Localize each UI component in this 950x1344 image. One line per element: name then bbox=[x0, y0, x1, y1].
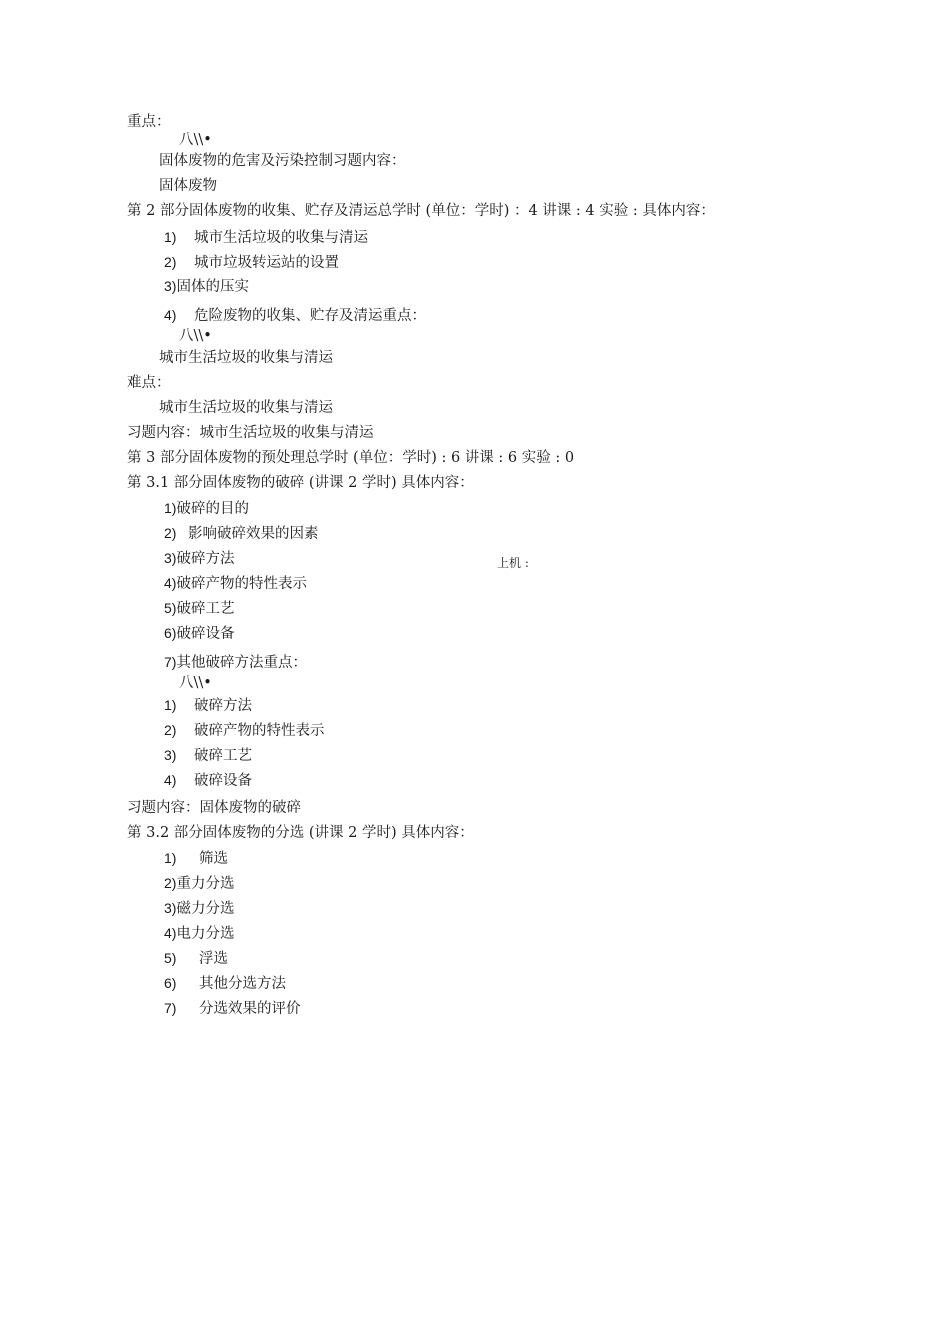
list-item bbox=[164, 499, 249, 518]
text-line bbox=[127, 374, 171, 392]
text-line bbox=[159, 399, 333, 417]
line-text: 难点： bbox=[127, 375, 171, 391]
line-text: 习题内容：固体废物的破碎 bbox=[127, 800, 301, 816]
list-number: 4) bbox=[164, 575, 177, 591]
list-number: 3) bbox=[164, 278, 177, 294]
text-line bbox=[159, 152, 406, 170]
line-text: 破碎工艺 bbox=[194, 748, 252, 764]
line-text: 破碎方法 bbox=[194, 698, 252, 714]
line-text: 其他分选方法 bbox=[199, 976, 286, 992]
list-number: 1) bbox=[164, 697, 177, 713]
list-number: 3) bbox=[164, 550, 177, 566]
list-item bbox=[164, 949, 228, 968]
list-number: 3) bbox=[164, 747, 177, 763]
text-line bbox=[179, 131, 212, 149]
line-text: 危险废物的收集、贮存及清运重点： bbox=[194, 308, 426, 324]
line-text: 筛选 bbox=[199, 851, 228, 867]
line-text: 固体废物的危害及污染控制习题内容： bbox=[159, 153, 406, 169]
list-number: 5) bbox=[164, 950, 177, 966]
list-item bbox=[164, 253, 339, 272]
list-number: 1) bbox=[164, 500, 177, 516]
line-text: 固体废物 bbox=[159, 178, 217, 194]
list-number: 3) bbox=[164, 900, 177, 916]
list-number: 7) bbox=[164, 654, 177, 670]
line-text: 浮选 bbox=[199, 951, 228, 967]
text-line bbox=[127, 202, 715, 220]
line-text: 城市生活垃圾的收集与清运 bbox=[159, 400, 333, 416]
text-line bbox=[159, 177, 217, 195]
line-text: 八\\• bbox=[179, 328, 212, 344]
stray-mark: 上机 : bbox=[497, 556, 529, 570]
line-text: 城市垃圾转运站的设置 bbox=[194, 255, 339, 271]
list-item bbox=[164, 549, 234, 568]
line-text: 八\\• bbox=[179, 675, 212, 691]
line-text: 破碎设备 bbox=[194, 773, 252, 789]
line-text: 第 3.2 部分固体废物的分选 (讲课 2 学时) 具体内容： bbox=[127, 825, 474, 841]
list-number: 4) bbox=[164, 925, 177, 941]
line-text: 第 3.1 部分固体废物的破碎 (讲课 2 学时) 具体内容： bbox=[127, 475, 474, 491]
list-item bbox=[164, 899, 234, 918]
list-item bbox=[164, 574, 307, 593]
list-number: 1) bbox=[164, 229, 177, 245]
list-item bbox=[164, 624, 234, 643]
line-text: 第 3 部分固体废物的预处理总学时 (单位：学时) : 6 讲课 : 6 实验 : 0 bbox=[127, 450, 575, 466]
line-text: 城市生活垃圾的收集与清运 bbox=[194, 230, 368, 246]
text-line bbox=[127, 474, 474, 492]
line-text: 影响破碎效果的因素 bbox=[188, 526, 319, 542]
line-text: 破碎产物的特性表示 bbox=[176, 576, 307, 592]
list-item bbox=[164, 653, 307, 672]
text-line bbox=[179, 674, 212, 692]
list-number: 1) bbox=[164, 850, 177, 866]
list-number: 2) bbox=[164, 875, 177, 891]
list-item bbox=[164, 999, 301, 1018]
line-text: 习题内容：城市生活垃圾的收集与清运 bbox=[127, 425, 374, 441]
text-line bbox=[179, 327, 212, 345]
line-text: 破碎的目的 bbox=[176, 501, 249, 517]
text-line bbox=[127, 449, 574, 467]
line-text: 破碎工艺 bbox=[176, 601, 235, 617]
list-item bbox=[164, 599, 234, 618]
list-item bbox=[164, 771, 252, 790]
line-text: 分选效果的评价 bbox=[199, 1001, 301, 1017]
text-line bbox=[127, 824, 474, 842]
list-item bbox=[164, 524, 319, 543]
list-number: 6) bbox=[164, 625, 177, 641]
line-text: 城市生活垃圾的收集与清运 bbox=[159, 350, 333, 366]
list-item bbox=[164, 696, 252, 715]
list-item bbox=[164, 924, 234, 943]
line-text: 磁力分选 bbox=[176, 901, 235, 917]
line-text: 破碎方法 bbox=[176, 551, 235, 567]
list-number: 2) bbox=[164, 722, 177, 738]
list-item bbox=[164, 974, 286, 993]
line-text: 固体的压实 bbox=[176, 279, 249, 295]
list-number: 4) bbox=[164, 307, 177, 323]
line-text: 重力分选 bbox=[176, 876, 235, 892]
list-item bbox=[164, 849, 228, 868]
list-number: 2) bbox=[164, 254, 177, 270]
line-text: 电力分选 bbox=[176, 926, 235, 942]
list-item bbox=[164, 874, 234, 893]
list-item bbox=[164, 228, 368, 247]
line-text: 其他破碎方法重点： bbox=[176, 655, 307, 671]
list-number: 2) bbox=[164, 525, 177, 541]
list-number: 6) bbox=[164, 975, 177, 991]
line-text: 破碎设备 bbox=[176, 626, 235, 642]
list-number: 5) bbox=[164, 600, 177, 616]
text-line bbox=[159, 349, 333, 367]
text-line bbox=[127, 424, 374, 442]
line-text: 重点： bbox=[127, 114, 171, 130]
list-item bbox=[164, 306, 426, 325]
line-text: 第 2 部分固体废物的收集、贮存及清运总学时 (单位：学时) ：4 讲课 : 4 实验 : 具体内容： bbox=[127, 203, 715, 219]
list-item bbox=[164, 721, 325, 740]
list-item bbox=[164, 277, 249, 296]
line-text: 八\\• bbox=[179, 132, 212, 148]
line-text: 破碎产物的特性表示 bbox=[194, 723, 325, 739]
text-line bbox=[127, 799, 301, 817]
list-number: 7) bbox=[164, 1000, 177, 1016]
text-line bbox=[127, 113, 171, 131]
list-item bbox=[164, 746, 252, 765]
list-number: 4) bbox=[164, 772, 177, 788]
